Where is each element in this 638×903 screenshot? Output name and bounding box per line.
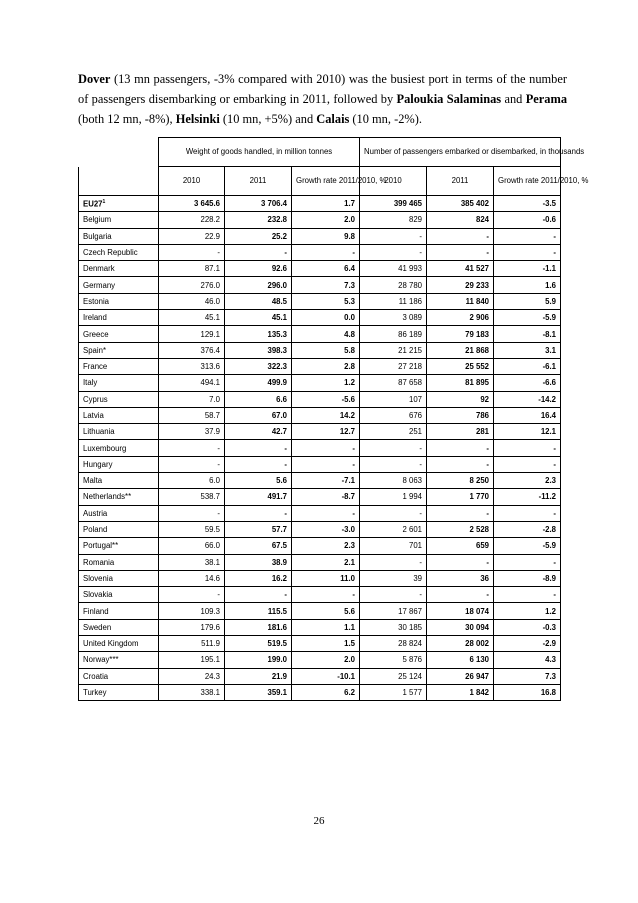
value-cell-pgr: -: [494, 456, 561, 472]
col-goods-growth: Growth rate 2011/2010, %: [292, 167, 360, 196]
value-cell-g2010: 46.0: [159, 293, 225, 309]
value-cell-ggr: -: [292, 456, 360, 472]
value-cell-p2011: 8 250: [427, 473, 494, 489]
country-cell: Slovenia: [79, 570, 159, 586]
value-cell-g2010: 3 645.6: [159, 196, 225, 212]
value-cell-p2010: 676: [360, 407, 427, 423]
value-cell-p2011: -: [427, 244, 494, 260]
table-group-header: [79, 138, 561, 167]
value-cell-g2010: 511.9: [159, 636, 225, 652]
value-cell-g2011: 67.5: [225, 538, 292, 554]
value-cell-g2011: 38.9: [225, 554, 292, 570]
value-cell-pgr: -5.9: [494, 538, 561, 554]
value-cell-g2011: 232.8: [225, 212, 292, 228]
country-cell: Hungary: [79, 456, 159, 472]
value-cell-ggr: 1.1: [292, 619, 360, 635]
value-cell-g2011: 21.9: [225, 668, 292, 684]
value-cell-p2010: 251: [360, 424, 427, 440]
value-cell-p2010: 27 218: [360, 358, 427, 374]
table-row: [79, 554, 561, 570]
value-cell-ggr: 2.8: [292, 358, 360, 374]
value-cell-ggr: 1.5: [292, 636, 360, 652]
footnote-marker: 1: [102, 198, 106, 205]
country-cell: $EU27^1$: [79, 196, 159, 212]
table-column-header: [79, 167, 561, 196]
value-cell-g2010: -: [159, 244, 225, 260]
intro-text-5: (10 mn, -2%).: [349, 112, 422, 126]
header-passengers: Number of passengers embarked or disembarked, in thousands: [360, 138, 561, 167]
value-cell-p2011: -: [427, 228, 494, 244]
ports-statistics-table: [78, 137, 589, 701]
table-row: [79, 326, 561, 342]
value-cell-p2010: 701: [360, 538, 427, 554]
value-cell-g2010: 109.3: [159, 603, 225, 619]
value-cell-p2011: 6 130: [427, 652, 494, 668]
value-cell-g2011: -: [225, 440, 292, 456]
value-cell-pgr: 16.8: [494, 684, 561, 700]
value-cell-g2010: 129.1: [159, 326, 225, 342]
port-paloukia-salaminas: Paloukia Salaminas: [396, 92, 502, 106]
value-cell-pgr: -3.5: [494, 196, 561, 212]
col-pass-growth: Growth rate 2011/2010, %: [494, 167, 561, 196]
value-cell-ggr: -: [292, 244, 360, 260]
value-cell-g2010: 22.9: [159, 228, 225, 244]
value-cell-p2010: 3 089: [360, 310, 427, 326]
value-cell-p2011: 824: [427, 212, 494, 228]
value-cell-p2011: 281: [427, 424, 494, 440]
value-cell-g2010: 494.1: [159, 375, 225, 391]
value-cell-ggr: 12.7: [292, 424, 360, 440]
country-cell: Portugal**: [79, 538, 159, 554]
country-cell: Cyprus: [79, 391, 159, 407]
value-cell-pgr: 4.3: [494, 652, 561, 668]
value-cell-pgr: 1.6: [494, 277, 561, 293]
table-row: [79, 570, 561, 586]
value-cell-p2010: 399 465: [360, 196, 427, 212]
value-cell-g2011: 499.9: [225, 375, 292, 391]
value-cell-g2010: 45.1: [159, 310, 225, 326]
value-cell-g2010: -: [159, 505, 225, 521]
value-cell-ggr: 2.3: [292, 538, 360, 554]
value-cell-g2011: 135.3: [225, 326, 292, 342]
table-row: [79, 538, 561, 554]
value-cell-g2011: 359.1: [225, 684, 292, 700]
value-cell-g2011: 6.6: [225, 391, 292, 407]
table-row: [79, 244, 561, 260]
value-cell-ggr: 9.8: [292, 228, 360, 244]
table-row: [79, 473, 561, 489]
value-cell-ggr: -: [292, 440, 360, 456]
value-cell-p2011: 21 868: [427, 342, 494, 358]
value-cell-g2010: 276.0: [159, 277, 225, 293]
value-cell-p2011: 18 074: [427, 603, 494, 619]
value-cell-g2010: 59.5: [159, 521, 225, 537]
value-cell-p2011: 2 528: [427, 521, 494, 537]
header-country-blank: [79, 167, 159, 196]
value-cell-g2011: 519.5: [225, 636, 292, 652]
value-cell-g2010: 6.0: [159, 473, 225, 489]
intro-text-4: (10 mn, +5%) and: [219, 112, 317, 126]
value-cell-pgr: 1.2: [494, 603, 561, 619]
value-cell-g2010: 58.7: [159, 407, 225, 423]
page-number: 26: [313, 815, 325, 827]
country-cell: Turkey: [79, 684, 159, 700]
value-cell-ggr: 5.6: [292, 603, 360, 619]
value-cell-ggr: 7.3: [292, 277, 360, 293]
value-cell-g2011: 92.6: [225, 261, 292, 277]
value-cell-ggr: 1.2: [292, 375, 360, 391]
country-cell: Bulgaria: [79, 228, 159, 244]
value-cell-p2011: 41 527: [427, 261, 494, 277]
value-cell-g2010: -: [159, 587, 225, 603]
col-pass-2011: 2011: [427, 167, 494, 196]
table-row: [79, 636, 561, 652]
value-cell-g2011: -: [225, 505, 292, 521]
table-row: [79, 277, 561, 293]
value-cell-p2010: -: [360, 456, 427, 472]
value-cell-g2010: 24.3: [159, 668, 225, 684]
value-cell-ggr: 6.2: [292, 684, 360, 700]
table-row: [79, 489, 561, 505]
port-helsinki: Helsinki: [175, 112, 220, 126]
value-cell-g2010: -: [159, 440, 225, 456]
value-cell-g2011: 5.6: [225, 473, 292, 489]
value-cell-ggr: -5.6: [292, 391, 360, 407]
value-cell-g2011: 322.3: [225, 358, 292, 374]
value-cell-g2011: 296.0: [225, 277, 292, 293]
value-cell-g2010: 338.1: [159, 684, 225, 700]
table-row: [79, 407, 561, 423]
value-cell-p2011: -: [427, 587, 494, 603]
value-cell-p2011: 26 947: [427, 668, 494, 684]
country-cell: Luxembourg: [79, 440, 159, 456]
intro-text-3: (both 12 mn, -8%),: [78, 112, 176, 126]
value-cell-p2010: 107: [360, 391, 427, 407]
value-cell-g2011: 491.7: [225, 489, 292, 505]
header-corner: [79, 138, 159, 167]
table-row: [79, 619, 561, 635]
value-cell-pgr: 16.4: [494, 407, 561, 423]
country-cell: Norway***: [79, 652, 159, 668]
value-cell-g2010: 313.6: [159, 358, 225, 374]
value-cell-p2010: -: [360, 228, 427, 244]
value-cell-p2011: -: [427, 456, 494, 472]
value-cell-p2010: 86 189: [360, 326, 427, 342]
value-cell-g2010: 87.1: [159, 261, 225, 277]
table-row: [79, 505, 561, 521]
country-cell: France: [79, 358, 159, 374]
value-cell-p2010: -: [360, 440, 427, 456]
value-cell-ggr: -: [292, 505, 360, 521]
country-cell: Lithuania: [79, 424, 159, 440]
table-row: [79, 668, 561, 684]
value-cell-p2010: -: [360, 554, 427, 570]
value-cell-g2011: 45.1: [225, 310, 292, 326]
value-cell-ggr: 4.8: [292, 326, 360, 342]
table-row: [79, 358, 561, 374]
table-row: [79, 684, 561, 700]
value-cell-g2011: 25.2: [225, 228, 292, 244]
value-cell-p2011: 11 840: [427, 293, 494, 309]
value-cell-pgr: -0.3: [494, 619, 561, 635]
value-cell-g2011: 181.6: [225, 619, 292, 635]
value-cell-pgr: 7.3: [494, 668, 561, 684]
value-cell-pgr: 12.1: [494, 424, 561, 440]
table-row: [79, 603, 561, 619]
value-cell-p2011: -: [427, 440, 494, 456]
table-row: [79, 521, 561, 537]
value-cell-p2010: 1 577: [360, 684, 427, 700]
country-cell: Netherlands**: [79, 489, 159, 505]
value-cell-ggr: 5.8: [292, 342, 360, 358]
value-cell-p2011: 30 094: [427, 619, 494, 635]
value-cell-g2011: 199.0: [225, 652, 292, 668]
col-goods-2010: 2010: [159, 167, 225, 196]
value-cell-p2010: 2 601: [360, 521, 427, 537]
country-cell: Belgium: [79, 212, 159, 228]
value-cell-pgr: -6.1: [494, 358, 561, 374]
value-cell-ggr: 14.2: [292, 407, 360, 423]
value-cell-p2010: 829: [360, 212, 427, 228]
value-cell-p2011: 29 233: [427, 277, 494, 293]
value-cell-ggr: 2.0: [292, 212, 360, 228]
value-cell-g2010: 179.6: [159, 619, 225, 635]
value-cell-p2010: 17 867: [360, 603, 427, 619]
value-cell-p2011: 2 906: [427, 310, 494, 326]
value-cell-g2010: 14.6: [159, 570, 225, 586]
value-cell-ggr: -: [292, 587, 360, 603]
table-row: [79, 424, 561, 440]
value-cell-ggr: -7.1: [292, 473, 360, 489]
col-goods-2011: 2011: [225, 167, 292, 196]
value-cell-p2011: 659: [427, 538, 494, 554]
value-cell-pgr: -11.2: [494, 489, 561, 505]
value-cell-pgr: -1.1: [494, 261, 561, 277]
value-cell-pgr: -: [494, 244, 561, 260]
port-perama: Perama: [525, 92, 568, 106]
table-row: [79, 310, 561, 326]
value-cell-p2011: 28 002: [427, 636, 494, 652]
value-cell-p2010: 25 124: [360, 668, 427, 684]
value-cell-p2010: 41 993: [360, 261, 427, 277]
value-cell-p2011: 25 552: [427, 358, 494, 374]
intro-paragraph: [78, 69, 567, 129]
value-cell-ggr: -8.7: [292, 489, 360, 505]
intro-text-1: (13 mn passengers, -3% compared with 2010) was the busiest port in terms of the number of passengers disembarking or embarking in 2011, followed by: [78, 72, 567, 106]
value-cell-p2010: 39: [360, 570, 427, 586]
value-cell-pgr: -5.9: [494, 310, 561, 326]
table-row: [79, 652, 561, 668]
value-cell-pgr: -: [494, 440, 561, 456]
table-row: [79, 293, 561, 309]
value-cell-pgr: -: [494, 554, 561, 570]
value-cell-p2010: 5 876: [360, 652, 427, 668]
value-cell-p2011: 81 895: [427, 375, 494, 391]
value-cell-g2010: 376.4: [159, 342, 225, 358]
value-cell-p2011: 786: [427, 407, 494, 423]
value-cell-p2010: -: [360, 587, 427, 603]
value-cell-p2010: 21 215: [360, 342, 427, 358]
value-cell-g2011: 3 706.4: [225, 196, 292, 212]
country-cell: Croatia: [79, 668, 159, 684]
col-pass-2010: 2010: [360, 167, 427, 196]
value-cell-p2010: -: [360, 244, 427, 260]
value-cell-pgr: -8.1: [494, 326, 561, 342]
country-cell: Greece: [79, 326, 159, 342]
value-cell-ggr: 0.0: [292, 310, 360, 326]
value-cell-pgr: -: [494, 228, 561, 244]
country-cell: Czech Republic: [79, 244, 159, 260]
table-row: [79, 587, 561, 603]
value-cell-ggr: 1.7: [292, 196, 360, 212]
value-cell-p2011: 92: [427, 391, 494, 407]
value-cell-p2011: 385 402: [427, 196, 494, 212]
country-cell: Italy: [79, 375, 159, 391]
value-cell-p2011: 36: [427, 570, 494, 586]
value-cell-ggr: -10.1: [292, 668, 360, 684]
country-cell: Sweden: [79, 619, 159, 635]
value-cell-g2010: -: [159, 456, 225, 472]
value-cell-g2011: 67.0: [225, 407, 292, 423]
value-cell-g2011: -: [225, 244, 292, 260]
table-row: [79, 342, 561, 358]
value-cell-p2011: 1 770: [427, 489, 494, 505]
country-cell: Slovakia: [79, 587, 159, 603]
country-cell: Ireland: [79, 310, 159, 326]
value-cell-pgr: -6.6: [494, 375, 561, 391]
country-cell: United Kingdom: [79, 636, 159, 652]
value-cell-g2011: -: [225, 456, 292, 472]
value-cell-g2010: 538.7: [159, 489, 225, 505]
value-cell-g2011: 57.7: [225, 521, 292, 537]
value-cell-g2010: 37.9: [159, 424, 225, 440]
value-cell-p2011: 1 842: [427, 684, 494, 700]
country-cell: Malta: [79, 473, 159, 489]
value-cell-pgr: -2.8: [494, 521, 561, 537]
value-cell-p2010: 28 780: [360, 277, 427, 293]
value-cell-p2011: -: [427, 554, 494, 570]
value-cell-pgr: -8.9: [494, 570, 561, 586]
country-cell: Austria: [79, 505, 159, 521]
value-cell-p2010: 28 824: [360, 636, 427, 652]
value-cell-ggr: 5.3: [292, 293, 360, 309]
country-cell: Spain*: [79, 342, 159, 358]
value-cell-p2011: 79 183: [427, 326, 494, 342]
value-cell-g2011: 398.3: [225, 342, 292, 358]
value-cell-pgr: -: [494, 587, 561, 603]
value-cell-pgr: -2.9: [494, 636, 561, 652]
header-goods-weight: Weight of goods handled, in million tonnes: [159, 138, 360, 167]
table-row: [79, 456, 561, 472]
value-cell-g2010: 228.2: [159, 212, 225, 228]
value-cell-pgr: 5.9: [494, 293, 561, 309]
value-cell-p2010: 30 185: [360, 619, 427, 635]
value-cell-p2010: -: [360, 505, 427, 521]
value-cell-ggr: 2.0: [292, 652, 360, 668]
table-row: [79, 228, 561, 244]
value-cell-g2011: 115.5: [225, 603, 292, 619]
country-cell: Germany: [79, 277, 159, 293]
value-cell-ggr: 6.4: [292, 261, 360, 277]
value-cell-g2010: 195.1: [159, 652, 225, 668]
value-cell-p2010: 11 186: [360, 293, 427, 309]
value-cell-g2010: 7.0: [159, 391, 225, 407]
value-cell-g2011: -: [225, 587, 292, 603]
table-row: [79, 261, 561, 277]
table-row: [79, 375, 561, 391]
value-cell-g2010: 38.1: [159, 554, 225, 570]
value-cell-pgr: 2.3: [494, 473, 561, 489]
value-cell-p2010: 1 994: [360, 489, 427, 505]
value-cell-ggr: 2.1: [292, 554, 360, 570]
country-cell: Finland: [79, 603, 159, 619]
value-cell-p2010: 87 658: [360, 375, 427, 391]
value-cell-g2011: 42.7: [225, 424, 292, 440]
value-cell-g2011: 48.5: [225, 293, 292, 309]
value-cell-pgr: -0.6: [494, 212, 561, 228]
country-cell: Latvia: [79, 407, 159, 423]
table-row: [79, 212, 561, 228]
table-row: [79, 440, 561, 456]
port-dover: Dover: [78, 72, 111, 86]
value-cell-ggr: 11.0: [292, 570, 360, 586]
intro-text-2: and: [501, 92, 526, 106]
value-cell-pgr: -: [494, 505, 561, 521]
value-cell-ggr: -3.0: [292, 521, 360, 537]
value-cell-g2011: 16.2: [225, 570, 292, 586]
country-cell: Romania: [79, 554, 159, 570]
table-row: [79, 196, 561, 212]
value-cell-g2010: 66.0: [159, 538, 225, 554]
port-calais: Calais: [316, 112, 350, 126]
country-cell: Denmark: [79, 261, 159, 277]
value-cell-pgr: 3.1: [494, 342, 561, 358]
value-cell-p2010: 8 063: [360, 473, 427, 489]
country-cell: Poland: [79, 521, 159, 537]
table-row: [79, 391, 561, 407]
value-cell-p2011: -: [427, 505, 494, 521]
table-body: [79, 196, 561, 701]
value-cell-pgr: -14.2: [494, 391, 561, 407]
country-cell: Estonia: [79, 293, 159, 309]
